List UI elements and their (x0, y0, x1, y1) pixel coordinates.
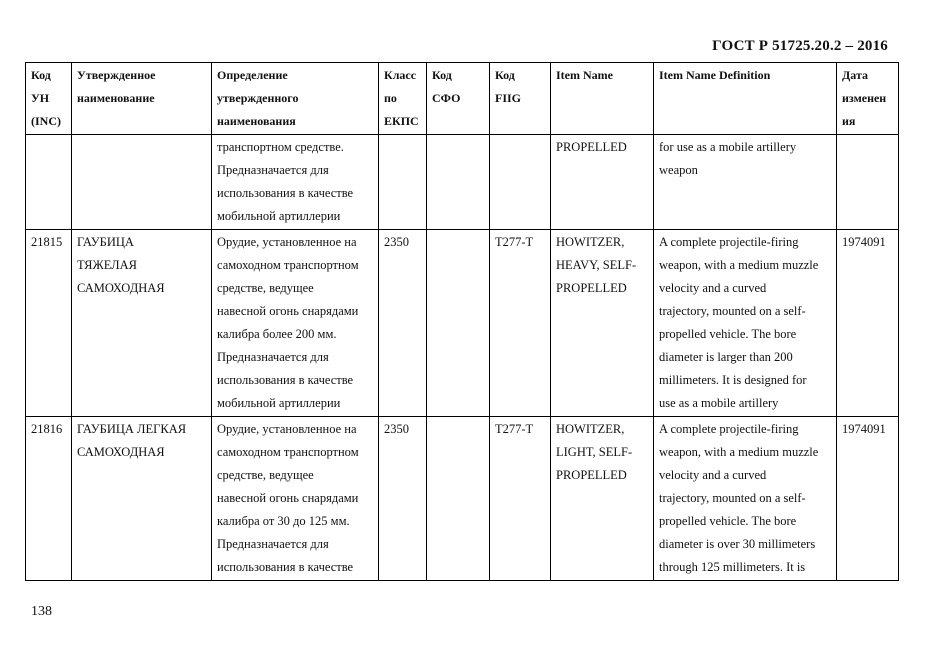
cell-line: velocity and a curved (659, 281, 767, 295)
table-row (26, 135, 899, 230)
cell-line: velocity and a curved (659, 468, 767, 482)
cell-line: самоходном транспортном (217, 258, 359, 272)
cell-sfo (427, 417, 490, 581)
header-line: Item Name (556, 68, 613, 82)
header-line: по (384, 91, 397, 105)
header-line: Код (31, 68, 51, 82)
table-header-row (26, 63, 899, 135)
cell-line: diameter is over 30 millimeters (659, 537, 816, 551)
cell-item-name (551, 230, 654, 417)
column-header-name (72, 63, 212, 135)
header-line: (INC) (31, 114, 61, 128)
cell-line: diameter is larger than 200 (659, 350, 793, 364)
header-line: ЕКПС (384, 114, 419, 128)
cell-line: PROPELLED (556, 140, 627, 154)
table-row (26, 230, 899, 417)
cell-class: 2350 (379, 230, 427, 417)
cell-line: Предназначается для (217, 350, 329, 364)
cell-sfo (427, 135, 490, 230)
cell-line: навесной огонь снарядами (217, 304, 359, 318)
cell-item-definition (654, 230, 837, 417)
header-line: Item Name Definition (659, 68, 771, 82)
cell-approved-name (72, 230, 212, 417)
cell-line: самоходном транспортном (217, 445, 359, 459)
cell-line: trajectory, mounted on a self- (659, 491, 806, 505)
cell-line: Предназначается для (217, 537, 329, 551)
cell-line: калибра более 200 мм. (217, 327, 337, 341)
cell-fiig: T277-T (490, 417, 551, 581)
cell-line: средстве, ведущее (217, 468, 314, 482)
header-line: наименования (217, 114, 296, 128)
header-line: FIIG (495, 91, 522, 105)
cell-line: PROPELLED (556, 468, 627, 482)
cell-definition (212, 135, 379, 230)
cell-line: Предназначается для (217, 163, 329, 177)
header-line: утвержденного (217, 91, 299, 105)
cell-line: LIGHT, SELF- (556, 445, 633, 459)
cell-line: САМОХОДНАЯ (77, 445, 165, 459)
header-line: Код (432, 68, 452, 82)
cell-date (837, 135, 899, 230)
cell-line: weapon, with a medium muzzle (659, 258, 819, 272)
cell-line: trajectory, mounted on a self- (659, 304, 806, 318)
cell-line: калибра от 30 до 125 мм. (217, 514, 350, 528)
column-header-definition (212, 63, 379, 135)
cell-line: A complete projectile-firing (659, 422, 799, 436)
header-line: Определение (217, 68, 288, 82)
cell-line: средстве, ведущее (217, 281, 314, 295)
cell-line: использования в качестве (217, 560, 354, 574)
document-header: ГОСТ Р 51725.20.2 – 2016 (712, 38, 888, 54)
cell-item-name (551, 417, 654, 581)
header-line: Утвержденное (77, 68, 156, 82)
column-header-item-name (551, 63, 654, 135)
cell-definition (212, 230, 379, 417)
cell-line: мобильной артиллерии (217, 396, 341, 410)
cell-sfo (427, 230, 490, 417)
header-line: изменен (842, 91, 887, 105)
header-line: ия (842, 114, 856, 128)
cell-class (379, 135, 427, 230)
nomenclature-table (25, 62, 899, 581)
cell-fiig: T277-T (490, 230, 551, 417)
header-line: Класс (384, 68, 417, 82)
table-row (26, 417, 899, 581)
cell-line: навесной огонь снарядами (217, 491, 359, 505)
cell-code: 21815 (26, 230, 72, 417)
header-line: СФО (432, 91, 461, 105)
cell-item-definition (654, 417, 837, 581)
header-line: Код (495, 68, 515, 82)
cell-line: САМОХОДНАЯ (77, 281, 165, 295)
column-header-code (26, 63, 72, 135)
cell-line: Орудие, установленное на (217, 422, 357, 436)
cell-line: PROPELLED (556, 281, 627, 295)
cell-item-definition (654, 135, 837, 230)
cell-line: использования в качестве (217, 186, 354, 200)
cell-approved-name (72, 135, 212, 230)
header-line: Дата (842, 68, 868, 82)
column-header-sfo (427, 63, 490, 135)
header-line: наименование (77, 91, 155, 105)
header-line: УН (31, 91, 50, 105)
cell-line: propelled vehicle. The bore (659, 327, 797, 341)
cell-line: мобильной артиллерии (217, 209, 341, 223)
cell-line: weapon (659, 163, 698, 177)
column-header-item-def (654, 63, 837, 135)
cell-code: 21816 (26, 417, 72, 581)
cell-line: Орудие, установленное на (217, 235, 357, 249)
cell-line: propelled vehicle. The bore (659, 514, 797, 528)
cell-definition (212, 417, 379, 581)
cell-approved-name (72, 417, 212, 581)
cell-line: HOWITZER, (556, 235, 625, 249)
cell-line: HEAVY, SELF- (556, 258, 637, 272)
cell-line: HOWITZER, (556, 422, 625, 436)
page-number: 138 (31, 604, 52, 619)
cell-date: 1974091 (837, 417, 899, 581)
column-header-date (837, 63, 899, 135)
cell-line: weapon, with a medium muzzle (659, 445, 819, 459)
cell-line: millimeters. It is designed for (659, 373, 807, 387)
cell-code (26, 135, 72, 230)
cell-line: ГАУБИЦА ЛЕГКАЯ (77, 422, 187, 436)
column-header-class (379, 63, 427, 135)
cell-line: ТЯЖЕЛАЯ (77, 258, 138, 272)
cell-fiig (490, 135, 551, 230)
cell-line: A complete projectile-firing (659, 235, 799, 249)
column-header-fiig (490, 63, 551, 135)
cell-date: 1974091 (837, 230, 899, 417)
cell-line: использования в качестве (217, 373, 354, 387)
cell-line: through 125 millimeters. It is (659, 560, 806, 574)
cell-line: ГАУБИЦА (77, 235, 134, 249)
cell-item-name (551, 135, 654, 230)
cell-line: use as a mobile artillery (659, 396, 779, 410)
cell-line: транспортном средстве. (217, 140, 344, 154)
cell-class: 2350 (379, 417, 427, 581)
cell-line: for use as a mobile artillery (659, 140, 797, 154)
